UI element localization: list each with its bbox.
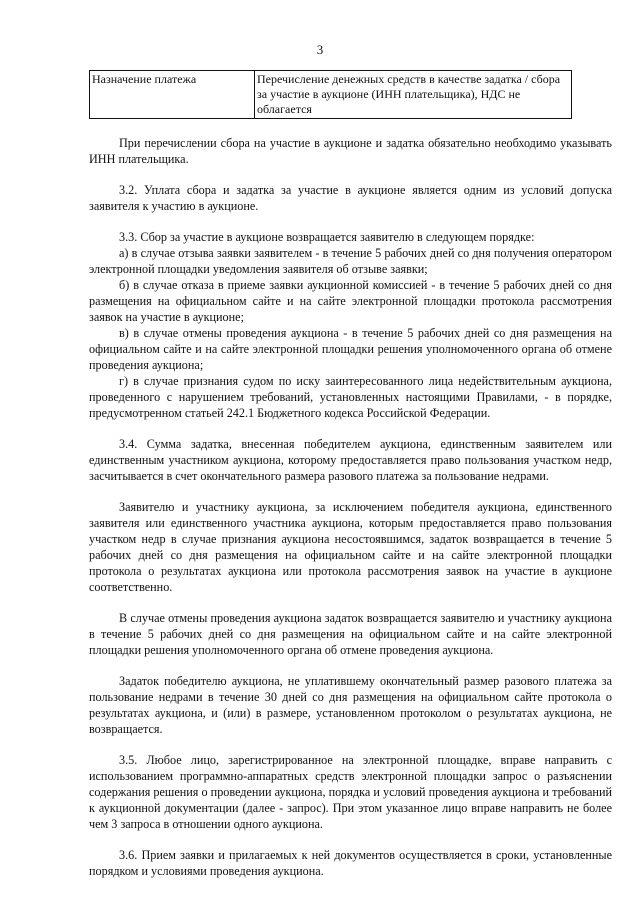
clause-3-3-b: б) в случае отказа в приеме заявки аукционной комиссией - в течение 5 рабочих дней со дня размещения на официальном сайте и на сайте электронной площадки протокола рассмотрения заявок на участие в аукционе; <box>89 278 612 324</box>
payment-purpose-label: Назначение платежа <box>90 71 255 119</box>
clause-3-4-cancellation: В случае отмены проведения аукциона задаток возвращается заявителю и участнику аукциона в течение 5 рабочих дней со дня размещения на официальном сайте и на сайте электронной площадки решения уполномоченного органа об отмене проведения аукциона. <box>89 611 612 657</box>
clause-3-6: 3.6. Прием заявки и прилагаемых к ней документов осуществляется в сроки, установленные порядком и условиями проведения аукциона. <box>89 848 612 878</box>
clause-3-5: 3.5. Любое лицо, зарегистрированное на электронной площадке, вправе направить с использованием программно-аппаратных средств электронной площадки запрос о разъяснении содержания решения о проведении аукциона, порядка и условий проведения аукциона и требований к аукционной документации (далее - запрос). При этом указанное лицо вправе направить не более чем 3 запроса в отношении одного аукциона. <box>89 753 612 831</box>
clause-3-3: 3.3. Сбор за участие в аукционе возвращается заявителю в следующем порядке: <box>119 230 535 244</box>
table-row <box>90 71 572 119</box>
page-number: 3 <box>316 42 324 57</box>
document-body <box>89 135 612 879</box>
clause-3-4-refund: Заявителю и участнику аукциона, за исключением победителя аукциона, единственного заявителя или единственного участника аукциона, которым предоставляется право пользования участком недр в случае признания аукциона несостоявшимся, задаток возвращается в течение 5 рабочих дней со дня размещения на официальном сайте и на сайте электронной площадки протокола о результатах аукциона или протокола рассмотрения заявок на участие в аукционе соответственно. <box>89 500 612 594</box>
payment-purpose-value: Перечисление денежных средств в качестве задатка / сбора за участие в аукционе (ИНН плательщика), НДС не облагается <box>255 71 572 119</box>
clause-3-3-a: а) в случае отзыва заявки заявителем - в течение 5 рабочих дней со дня получения оператором электронной площадки уведомления заявителя об отзыве заявки; <box>89 246 612 276</box>
clause-3-4: 3.4. Сумма задатка, внесенная победителем аукциона, единственным заявителем или единственным участником аукциона, которому предоставляется право пользования участком недр, засчитывается в счет окончательного размера разового платежа за пользование недрами. <box>89 437 612 483</box>
clause-3-4-winner-deposit: Задаток победителю аукциона, не уплатившему окончательный размер разового платежа за пользование недрами в течение 30 дней со дня размещения на официальном сайте протокола о результатах аукциона, и (или) в размере, установленном протоколом о результатах аукциона, не возвращается. <box>89 674 612 736</box>
clause-3-2: 3.2. Уплата сбора и задатка за участие в аукционе является одним из условий допуска заявителя к участию в аукционе. <box>89 183 612 213</box>
inn-note-paragraph: При перечислении сбора на участие в аукционе и задатка обязательно необходимо указывать ИНН плательщика. <box>89 136 612 166</box>
payment-purpose-table <box>89 70 572 119</box>
clause-3-3-g: г) в случае признания судом по иску заинтересованного лица недействительным аукциона, проведенного с нарушением требований, установленных настоящими Правилами, - в порядке, предусмотренном статьей 242.1 Бюджетного кодекса Российской Федерации. <box>89 374 612 420</box>
clause-3-3-v: в) в случае отмены проведения аукциона - в течение 5 рабочих дней со дня размещения на официальном сайте и на сайте электронной площадки решения уполномоченного органа об отмене проведения аукциона; <box>89 326 612 372</box>
